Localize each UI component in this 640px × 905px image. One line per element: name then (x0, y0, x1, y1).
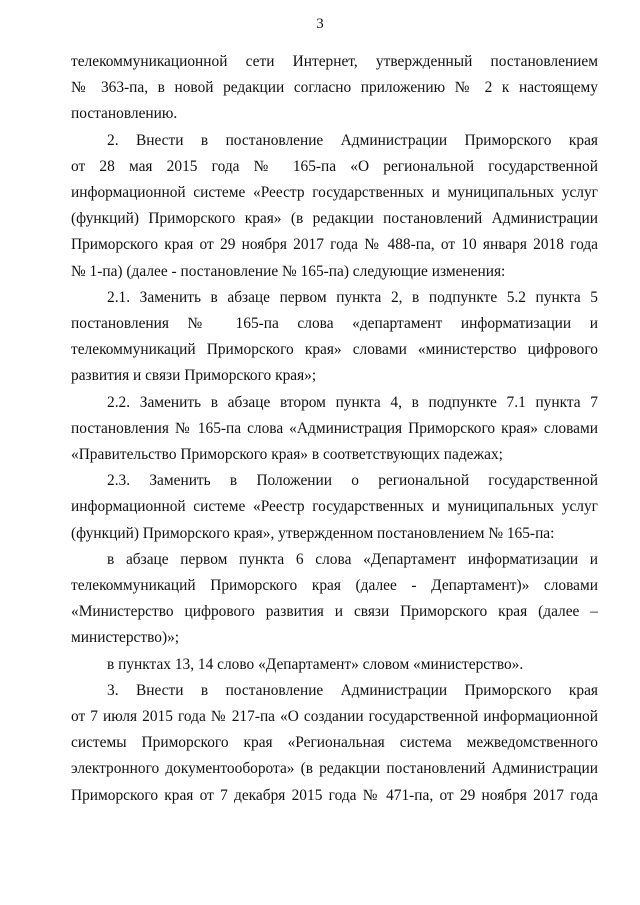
paragraph (71, 390, 598, 469)
paragraph (71, 652, 598, 678)
text-line: министерство)»; (71, 629, 180, 647)
text-line: информационной системе «Реестр государственных и муниципальных услуг (71, 498, 598, 516)
text-line: 2.3. Заменить в Положении о региональной государственной (107, 472, 598, 490)
text-line: электронного документооборота» (в редакции постановлений Администрации (71, 760, 598, 778)
text-line: 2.1. Заменить в абзаце первом пункта 2, в подпункте 5.2 пункта 5 (107, 288, 598, 306)
text-line: постановлению. (71, 105, 178, 123)
text-line: развития и связи Приморского края»; (71, 367, 317, 385)
text-line: Приморского края от 29 ноября 2017 года № 488-па, от 10 января 2018 года (71, 236, 598, 254)
text-line: телекоммуникаций Приморского края» словами «министерство цифрового (71, 341, 598, 359)
text-line: постановления № 165-па слова «департамент информатизации и (71, 315, 598, 333)
text-line: системы Приморского края «Региональная система межведомственного (71, 734, 598, 752)
paragraph (71, 49, 598, 128)
paragraph (71, 678, 598, 809)
text-line: постановления № 165-па слова «Администрация Приморского края» словами (71, 419, 598, 437)
text-line: от 7 июля 2015 года № 217-па «О создании государственной информационной (71, 708, 598, 726)
paragraph (71, 468, 598, 547)
text-line: 2.2. Заменить в абзаце втором пункта 4, в подпункте 7.1 пункта 7 (107, 393, 598, 411)
text-line: от 28 мая 2015 года № 165-па «О региональной государственной (71, 157, 598, 175)
page-number: 3 (316, 16, 324, 32)
text-line: информационной системе «Реестр государственных и муниципальных услуг (71, 184, 598, 202)
text-line: Приморского края от 7 декабря 2015 года № 471-па, от 29 ноября 2017 года (71, 786, 598, 804)
text-line: (функций) Приморского края» (в редакции постановлений Администрации (71, 210, 598, 228)
text-line: (функций) Приморского края», утвержденном постановлением № 165-па: (71, 524, 555, 542)
paragraph (71, 285, 598, 390)
text-line: «Министерство цифрового развития и связи Приморского края (далее – (71, 603, 598, 621)
text-line: 2. Внести в постановление Администрации Приморского края (107, 131, 598, 149)
text-line: № 1-па) (далее - постановление № 165-па) следующие изменения: (71, 262, 506, 280)
text-line: в абзаце первом пункта 6 слова «Департамент информатизации и (107, 550, 598, 568)
paragraph (71, 547, 598, 652)
paragraph (71, 128, 598, 285)
text-line: «Правительство Приморского края» в соответствующих падежах; (71, 446, 503, 464)
text-line: телекоммуникаций Приморского края (далее - Департамент)» словами (71, 577, 598, 595)
text-line: 3. Внести в постановление Администрации Приморского края (107, 681, 598, 699)
text-line: № 363-па, в новой редакции согласно приложению № 2 к настоящему (71, 79, 598, 97)
text-line: телекоммуникационной сети Интернет, утвержденный постановлением (71, 53, 598, 70)
document-body (71, 49, 598, 809)
text-line: в пунктах 13, 14 слово «Департамент» словом «министерство». (107, 655, 524, 673)
